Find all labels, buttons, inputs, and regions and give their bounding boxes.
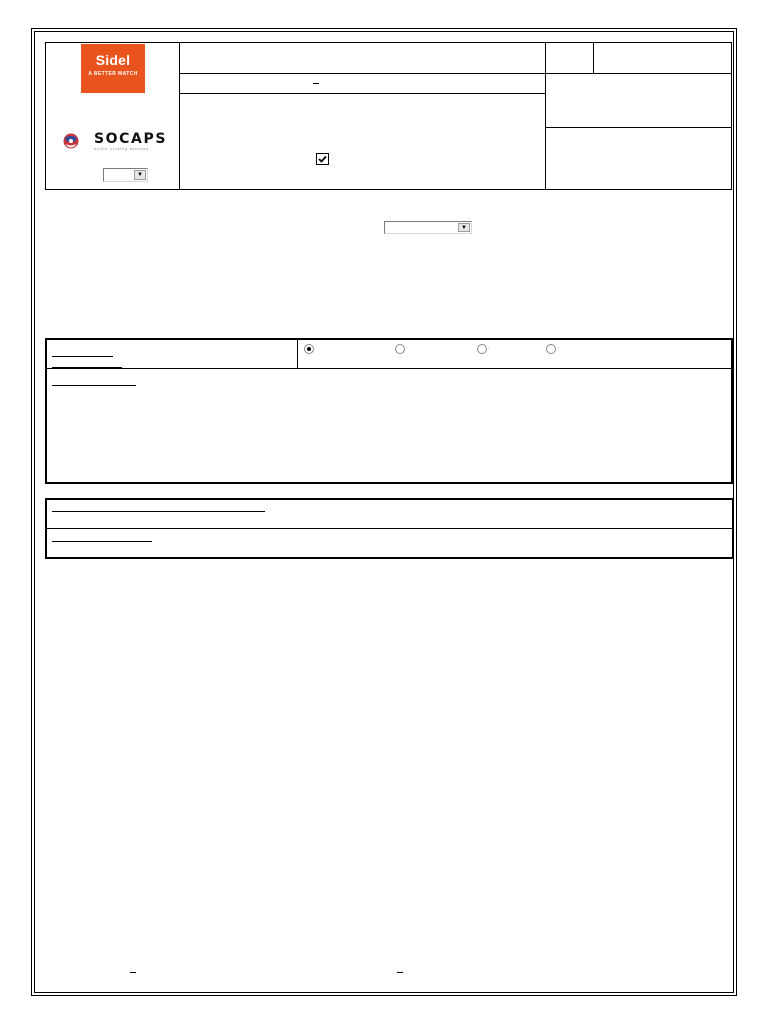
rating-radio-3[interactable]: [477, 344, 490, 354]
type-select[interactable]: [384, 221, 472, 234]
section-assessment-row-line: [46, 368, 732, 369]
socaps-logo-tagline: bottle closing systems: [94, 147, 150, 151]
header-row-line-3: [545, 127, 732, 128]
rating-radio-4-marker: ◦: [557, 345, 559, 350]
footer-dash-mark-left: [130, 972, 136, 973]
rating-radio-2[interactable]: [395, 344, 408, 354]
approval-checkbox[interactable]: [316, 153, 329, 165]
checkmark-icon: [317, 154, 328, 164]
socaps-globe-icon: [62, 132, 80, 150]
chevron-down-icon: ▼: [134, 170, 146, 180]
header-divider-meta: [545, 42, 546, 190]
sidel-logo-tagline: A BETTER MATCH: [88, 71, 138, 77]
header-divider-logo: [179, 42, 180, 190]
footer-dash-mark-center: [397, 972, 403, 973]
rating-radio-2-marker: ◦: [406, 345, 408, 350]
field-label-underline-3: [52, 385, 136, 386]
chevron-down-icon: ▼: [458, 223, 470, 232]
field-label-underline-1: [52, 356, 113, 357]
section-assessment-divider: [297, 339, 298, 369]
sidel-logo: [81, 44, 145, 93]
field-label-underline-5: [52, 541, 152, 542]
section-comments-row-line: [46, 528, 733, 529]
header-dash-mark: [313, 83, 319, 84]
header-divider-ref: [593, 42, 594, 74]
section-assessment: [45, 338, 733, 484]
document-header-table: [45, 42, 732, 190]
rating-radio-3-marker: ◦: [488, 345, 490, 350]
header-row-line-2: [179, 93, 545, 94]
header-row-line-1: [179, 73, 732, 74]
language-select[interactable]: [103, 168, 148, 182]
rating-radio-4[interactable]: [546, 344, 559, 354]
rating-radio-1[interactable]: [304, 344, 314, 354]
field-label-underline-4: [52, 511, 265, 512]
field-label-underline-2: [52, 367, 122, 368]
sidel-logo-wordmark: Sidel: [95, 52, 131, 68]
socaps-logo-wordmark: SOCAPS: [94, 131, 168, 147]
